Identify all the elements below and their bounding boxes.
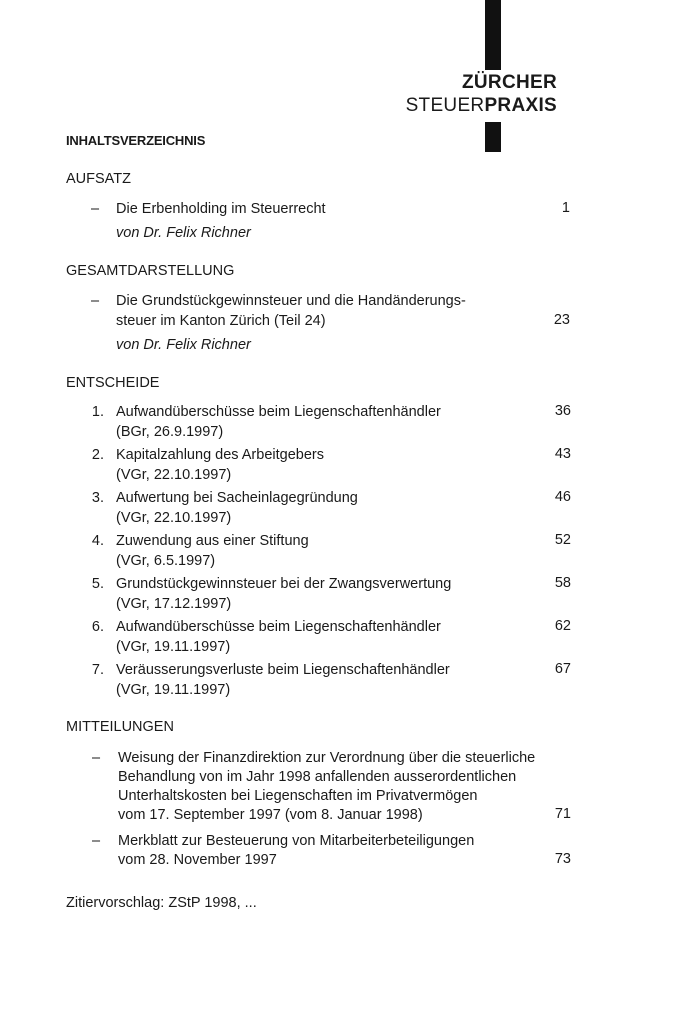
entry-title: Die Grundstückgewinnsteuer und die Handänderungs- [116, 293, 466, 309]
entry-page: 43 [554, 446, 571, 462]
entry-court-date: (VGr, 22.10.1997) [116, 467, 232, 483]
brand-line-1: ZÜRCHER [462, 72, 557, 93]
entry-court-date: (VGr, 6.5.1997) [116, 553, 216, 569]
entry-title: Weisung der Finanzdirektion zur Verordnung über die steuerliche [118, 750, 536, 766]
entry-court-date: (BGr, 26.9.1997) [116, 424, 224, 440]
entry-title: Aufwandüberschüsse beim Liegenschaftenhändler [116, 619, 441, 635]
entry-date: vom 17. September 1997 (vom 8. Januar 1998) [118, 807, 423, 823]
entry-court-date: (VGr, 19.11.1997) [116, 682, 231, 698]
entry-author: von Dr. Felix Richner [116, 225, 251, 241]
entry-court-date: (VGr, 19.11.1997) [116, 639, 231, 655]
entry-court-date: (VGr, 17.12.1997) [116, 596, 232, 612]
section-heading-entscheide: ENTSCHEIDE [66, 375, 160, 391]
toc-heading: INHALTSVERZEICHNIS [66, 133, 206, 148]
entry-number: 5. [91, 576, 104, 592]
entry-number: 1. [91, 404, 104, 420]
brand-bar-top [485, 0, 501, 70]
brand-bar-bottom [485, 122, 501, 152]
entry-date: vom 28. November 1997 [118, 852, 277, 868]
entry-title: Grundstückgewinnsteuer bei der Zwangsverwertung [116, 576, 452, 592]
entry-title: Die Erbenholding im Steuerrecht [116, 201, 326, 217]
entry-title-cont: Unterhaltskosten bei Liegenschaften im Privatvermögen [118, 788, 478, 804]
entry-page: 46 [554, 489, 571, 505]
entry-title: Kapitalzahlung des Arbeitgebers [116, 447, 324, 463]
entry-title: Merkblatt zur Besteuerung von Mitarbeiterbeteiligungen [118, 833, 475, 849]
entry-page: 58 [554, 575, 571, 591]
entry-title: Aufwandüberschüsse beim Liegenschaftenhändler [116, 404, 441, 420]
brand-line-2-bold: PRAXIS [484, 95, 557, 116]
entry-page: 23 [553, 312, 570, 328]
entry-page: 36 [554, 403, 571, 419]
entry-number: 6. [91, 619, 104, 635]
entry-page: 71 [554, 806, 571, 822]
entry-number: 7. [91, 662, 104, 678]
section-heading-aufsatz: AUFSATZ [66, 171, 131, 187]
brand-line-2-normal: STEUER [405, 95, 485, 116]
brand-line-2 [406, 95, 557, 117]
entry-court-date: (VGr, 22.10.1997) [116, 510, 232, 526]
entry-page: 73 [554, 851, 571, 867]
section-heading-mitteilungen: MITTEILUNGEN [66, 719, 174, 735]
entry-title: Aufwertung bei Sacheinlagegründung [116, 490, 358, 506]
entry-page: 52 [554, 532, 571, 548]
entry-title-cont: steuer im Kanton Zürich (Teil 24) [116, 313, 326, 329]
entry-title: Zuwendung aus einer Stiftung [116, 533, 309, 549]
entry-marker: – [92, 750, 101, 766]
entry-marker: – [91, 201, 100, 217]
entry-author: von Dr. Felix Richner [116, 337, 251, 353]
entry-page: 62 [554, 618, 571, 634]
entry-page: 1 [561, 200, 570, 216]
entry-number: 3. [91, 490, 104, 506]
entry-marker: – [92, 833, 101, 849]
entry-number: 2. [91, 447, 104, 463]
entry-marker: – [91, 293, 100, 309]
entry-page: 67 [554, 661, 571, 677]
entry-title-cont: Behandlung von im Jahr 1998 anfallenden ausserordentlichen [118, 769, 517, 785]
citation-suggestion: Zitiervorschlag: ZStP 1998, ... [66, 895, 257, 911]
entry-number: 4. [91, 533, 104, 549]
section-heading-gesamtdarstellung: GESAMTDARSTELLUNG [66, 263, 235, 279]
entry-title: Veräusserungsverluste beim Liegenschaftenhändler [116, 662, 450, 678]
